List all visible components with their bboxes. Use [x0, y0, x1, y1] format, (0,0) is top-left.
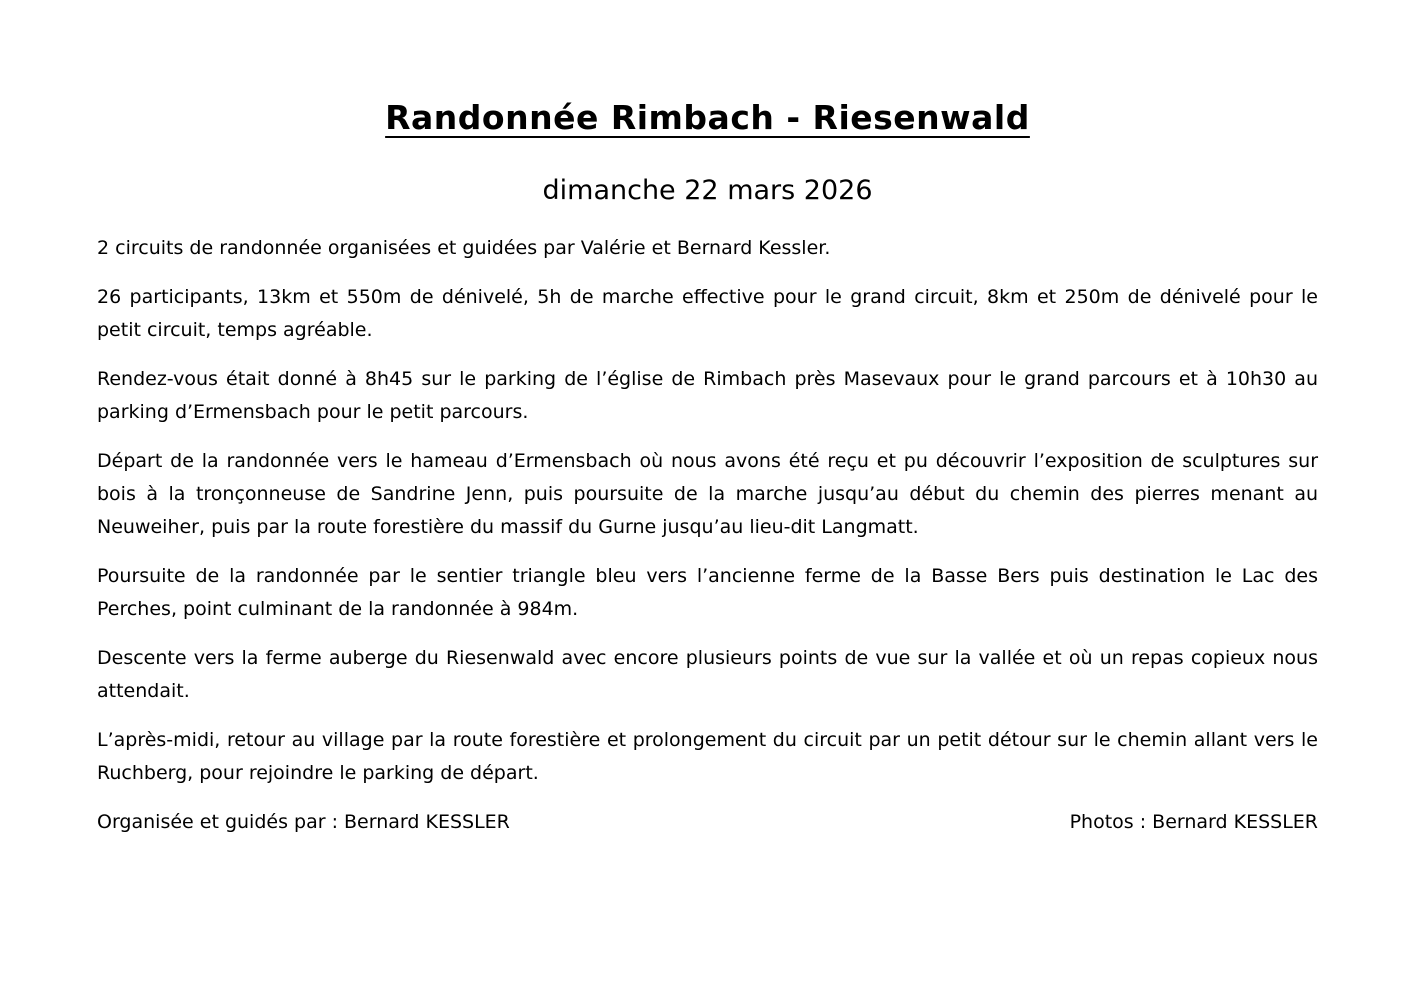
paragraph-participants: 26 participants, 13km et 550m de dénivelé, 5h de marche effective pour le grand circuit, 8km et 250m de dénivelé pour le petit circuit, temps agréable.	[97, 286, 1318, 341]
document-body	[97, 206, 1318, 790]
paragraph-depart: Départ de la randonnée vers le hameau d’Ermensbach où nous avons été reçu et pu découvrir l’exposition de sculptures sur bois à la tronçonneuse de Sandrine Jenn, puis poursuite de la marche jusqu’au début du chemin des pierres menant au Neuweiher, puis par la route forestière du massif du Gurne jusqu’au lieu-dit Langmatt.	[97, 450, 1318, 538]
paragraph-descente: Descente vers la ferme auberge du Riesenwald avec encore plusieurs points de vue sur la vallée et où un repas copieux nous attendait.	[97, 647, 1318, 702]
footer-photos-credit: Photos : Bernard KESSLER	[1069, 811, 1318, 833]
paragraph-intro: 2 circuits de randonnée organisées et guidées par Valérie et Bernard Kessler.	[97, 237, 831, 259]
page-title-text: Randonnée Rimbach - Riesenwald	[385, 98, 1030, 137]
paragraph-poursuite: Poursuite de la randonnée par le sentier triangle bleu vers l’ancienne ferme de la Basse Bers puis destination le Lac des Perches, point culminant de la randonnée à 984m.	[97, 565, 1318, 620]
footer-organizer: Organisée et guidés par : Bernard KESSLER	[97, 811, 510, 833]
paragraph-rendezvous: Rendez-vous était donné à 8h45 sur le parking de l’église de Rimbach près Masevaux pour le grand parcours et à 10h30 au parking d’Ermensbach pour le petit parcours.	[97, 368, 1318, 423]
page-subtitle: dimanche 22 mars 2026	[542, 175, 873, 206]
paragraph-apres-midi: L’après-midi, retour au village par la route forestière et prolongement du circuit par un petit détour sur le chemin allant vers le Ruchberg, pour rejoindre le parking de départ.	[97, 729, 1318, 784]
footer-line	[97, 806, 1318, 839]
page-title	[97, 0, 1318, 137]
